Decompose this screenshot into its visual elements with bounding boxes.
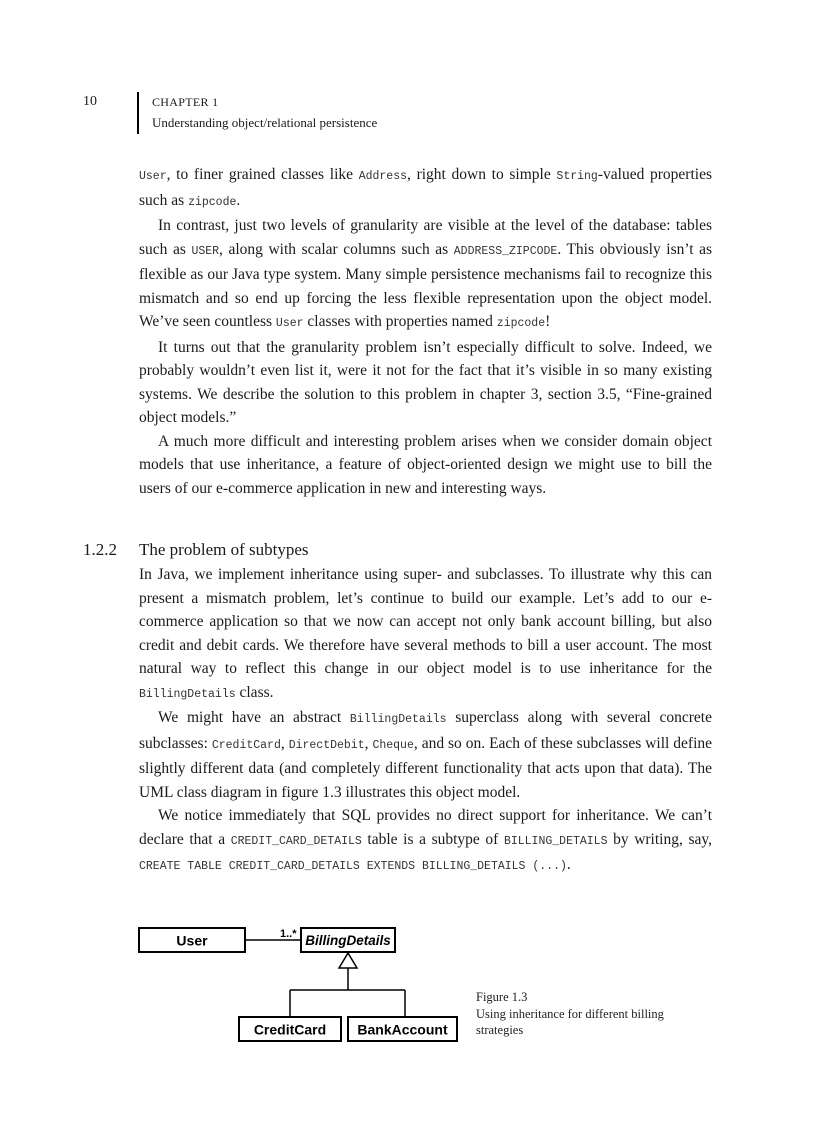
uml-multiplicity: 1..* — [280, 928, 297, 940]
section-heading — [83, 540, 309, 560]
page-header — [0, 92, 816, 136]
paragraph: A much more difficult and interesting problem arises when we consider domain object models that use inheritance, a feature of object-oriented design we might use to bill the users of our e-commerce application in new and interesting ways. — [139, 432, 712, 497]
uml-class-billing-details-label: BillingDetails — [305, 933, 391, 948]
figure-caption-text: Using inheritance for different billing strategies — [476, 1006, 664, 1037]
chapter-label: CHAPTER 1 — [152, 95, 219, 109]
code-term: CreditCard — [211, 738, 281, 752]
paragraph: We might have an abstract BillingDetails superclass along with several concrete subclasses: CreditCard, DirectDebit, Cheque, and so on. Each of these subclasses will define slightly different data (and completely different functionality that acts upon that data). The UML class diagram in figure 1.3 illustrates this object model. — [139, 709, 712, 801]
paragraph: In Java, we implement inheritance using super- and subclasses. To illustrate why this can present a mismatch problem, let’s continue to build our example. Let’s add to our e-commerce application so that we now can accept not only bank account billing, but also credit and debit cards. We therefore have several methods to bill a user account. The most natural way to reflect this change in our object model is to use inheritance for the BillingDetails class. — [139, 566, 712, 701]
code-term: zipcode — [496, 317, 546, 330]
uml-class-user-label: User — [176, 932, 208, 949]
code-term: CREATE TABLE CREDIT_CARD_DETAILS EXTENDS BILLING_DETAILS (...) — [139, 860, 567, 873]
paragraph: We notice immediately that SQL provides no direct support for inheritance. We can’t declare that a CREDIT_CARD_DETAILS table is a subtype of BILLING_DETAILS by writing, say, CREATE TABLE CREDIT_CARD_DETAILS EXTENDS BILLING_DETAILS (...). — [139, 807, 712, 873]
body-text-top — [139, 163, 712, 500]
code-term: User — [139, 170, 167, 183]
uml-class-credit-card-label: CreditCard — [253, 1021, 327, 1038]
code-term: CREDIT_CARD_DETAILS — [230, 834, 362, 848]
code-term: BILLING_DETAILS — [503, 834, 608, 848]
code-term: Cheque — [372, 738, 414, 752]
code-term: ADDRESS_ZIPCODE — [453, 244, 558, 258]
paragraph: It turns out that the granularity problem isn’t especially difficult to solve. Indeed, we probably wouldn’t even list it, were it not for the fact that it’s visible in so many existing systems. We describe the solution to this problem in chapter 3, section 3.5, “Fine-grained object models.” — [139, 338, 712, 426]
uml-class-bank-account-label: BankAccount — [357, 1021, 448, 1038]
section-number: 1.2.2 — [83, 540, 117, 559]
code-term: Address — [358, 170, 407, 183]
code-term: BillingDetails — [139, 687, 236, 701]
code-term: DirectDebit — [288, 738, 365, 752]
figure-caption-label: Figure 1.3 — [476, 990, 528, 1004]
uml-class-diagram — [135, 922, 465, 1047]
code-term: User — [275, 317, 304, 330]
chapter-title: Understanding object/relational persistence — [152, 115, 378, 130]
paragraph: User, to finer grained classes like Address, right down to simple String-valued properties such as zipcode. — [139, 166, 712, 209]
page-number: 10 — [83, 94, 97, 109]
code-term: USER — [191, 244, 220, 258]
body-text-bottom — [139, 563, 712, 879]
code-term: String — [556, 170, 598, 183]
paragraph: In contrast, just two levels of granularity are visible at the level of the database: tables such as USER, along with scalar columns such as ADDRESS_ZIPCODE. This obviously isn’t as flexible as our Java type system. Many simple persistence mechanisms fail to recognize this mismatch and so end up forcing the less flexible representation upon the object model. We’ve seen countless User classes with properties named zipcode! — [139, 217, 713, 330]
section-title: The problem of subtypes — [139, 540, 309, 559]
figure-caption — [476, 989, 676, 1039]
header-rule — [137, 92, 139, 134]
code-term: zipcode — [188, 195, 237, 209]
code-term: BillingDetails — [349, 713, 447, 726]
uml-inheritance-arrow — [339, 953, 357, 968]
